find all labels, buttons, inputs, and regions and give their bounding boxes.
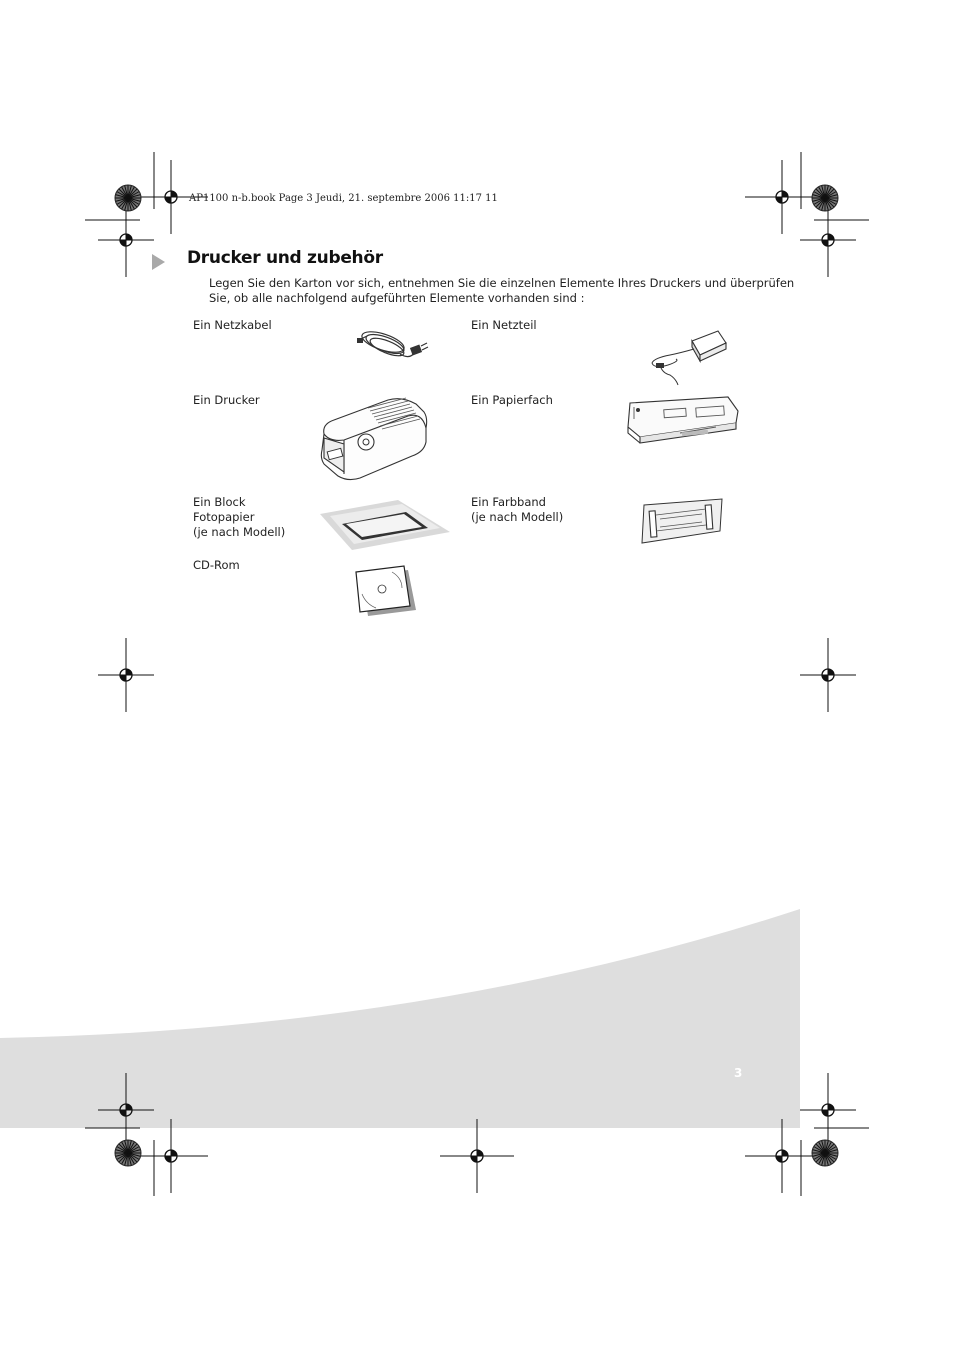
ribbon-cartridge-icon [640, 497, 724, 545]
item-label-photo-paper: Ein Block Fotopapier (je nach Modell) [193, 495, 286, 539]
cd-rom-icon [352, 564, 422, 620]
section-arrow-icon [152, 254, 165, 270]
intro-paragraph [209, 276, 795, 306]
power-cable-icon [355, 322, 435, 377]
printer-icon [318, 394, 430, 486]
item-label-power-adapter: Ein Netzteil [471, 318, 537, 332]
intro-line: Legen Sie den Karton vor sich, entnehmen Sie die einzelnen Elemente Ihres Druckers und überprüfen [209, 276, 795, 290]
item-label-ribbon: Ein Farbband (je nach Modell) [471, 495, 564, 524]
page-number: 3 [734, 1066, 743, 1080]
item-label-paper-tray: Ein Papierfach [471, 393, 553, 407]
paper-tray-icon [620, 393, 745, 453]
item-label-power-cable: Ein Netzkabel [193, 318, 272, 332]
intro-line: Sie, ob alle nachfolgend aufgeführten Elemente vorhanden sind : [209, 291, 585, 305]
power-adapter-icon [640, 325, 730, 390]
photo-paper-pack-icon [318, 494, 452, 552]
book-header-line: AP1100 n-b.book Page 3 Jeudi, 21. septembre 2006 11:17 11 [189, 193, 498, 204]
page-title: Drucker und zubehör [187, 248, 383, 268]
item-label-cd-rom: CD-Rom [193, 558, 240, 572]
item-label-printer: Ein Drucker [193, 393, 260, 407]
